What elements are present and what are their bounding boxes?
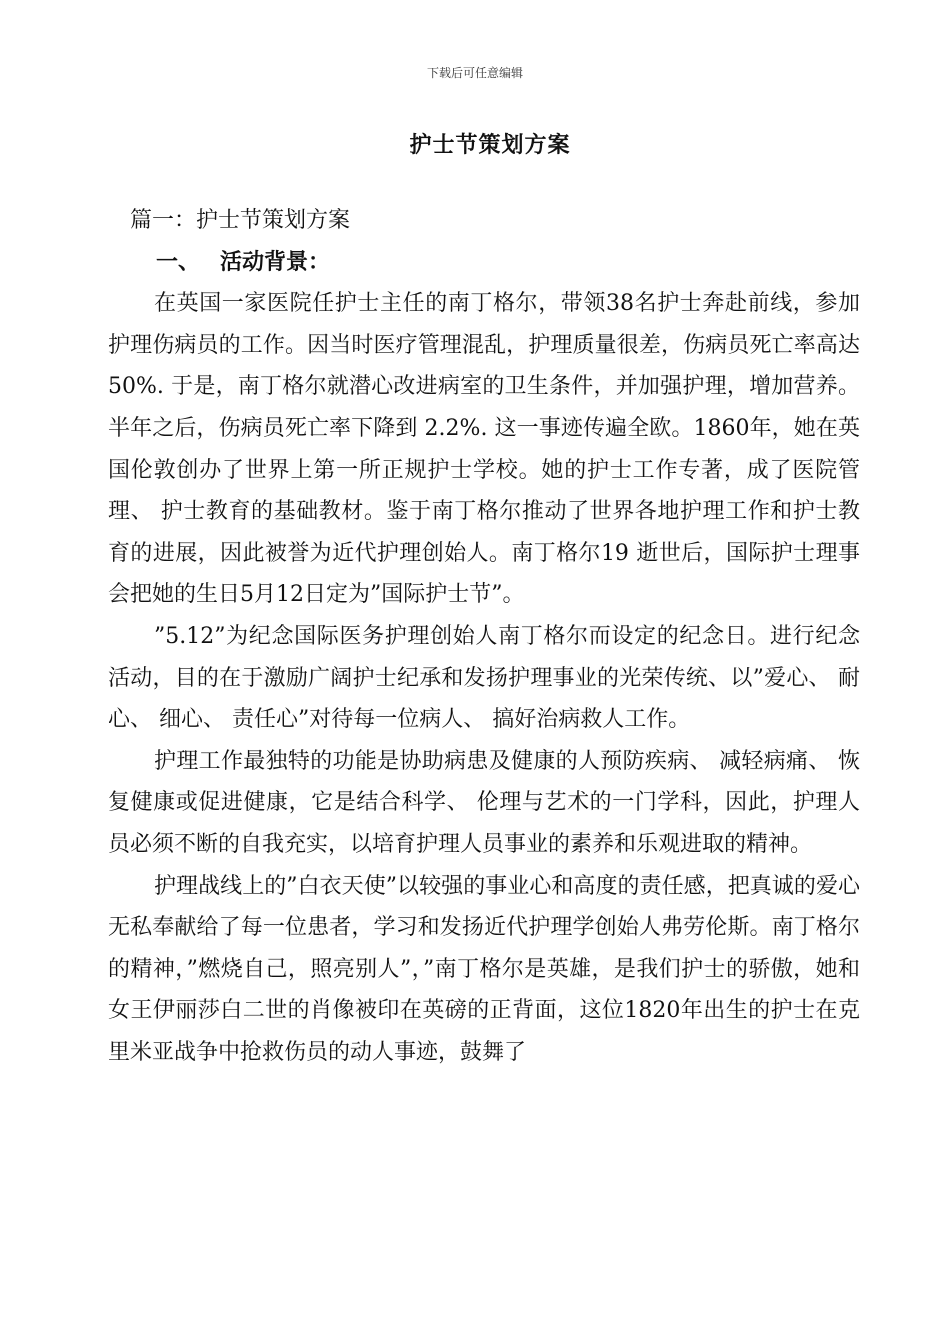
- document-body: [108, 200, 860, 1073]
- paragraph: 在英国一家医院任护士主任的南丁格尔，带领38名护士奔赴前线，参加护理伤病员的工作。因当时医疗管理混乱，护理质量很差，伤病员死亡率高达50%. 于是，南丁格尔就潜心改进病室的卫生条件，并加强护理，增加营养。半年之后，伤病员死亡率下降到 2.2%. 这一事迹传遍全欧。1860年，她在英国伦敦创办了世界上第一所正规护士学校。她的护士工作专著，成了医院管理、 护士教育的基础教材。鉴于南丁格尔推动了世界各地护理工作和护士教育的进展，因此被誉为近代护理创始人。南丁格尔19 逝世后，国际护士理事会把她的生日5月12日定为”国际护士节”。: [108, 291, 860, 608]
- header-note: 下载后可任意编辑: [426, 66, 523, 80]
- section-heading: [108, 242, 860, 284]
- document-title: 护士节策划方案: [409, 132, 571, 158]
- section-label: 活动背景：: [220, 248, 331, 275]
- section-number: 一、: [156, 248, 201, 275]
- paragraph: 护理战线上的”白衣天使”以较强的事业心和高度的责任感，把真诚的爱心无私奉献给了每一位患者，学习和发扬近代护理学创始人弗劳伦斯。南丁格尔的精神，”燃烧自己，照亮别人”，”南丁格尔是英雄，是我们护士的骄傲，她和女王伊丽莎白二世的肖像被印在英磅的正背面，这位1820年出生的护士在克里米亚战争中抢救伤员的动人事迹，鼓舞了: [108, 873, 860, 1065]
- paragraph: 护理工作最独特的功能是协助病患及健康的人预防疾病、 减轻病痛、 恢复健康或促进健康，它是结合科学、 伦理与艺术的一门学科，因此，护理人员必须不断的自我充实，以培育护理人员事业的素养和乐观进取的精神。: [108, 748, 860, 857]
- part-heading: 篇一：护士节策划方案: [130, 208, 351, 233]
- paragraph: ”5.12”为纪念国际医务护理创始人南丁格尔而设定的纪念日。进行纪念活动，目的在于激励广阔护士纪承和发扬护理事业的光荣传统、以”爱心、 耐心、 细心、 责任心”对待每一位病人、 搞好治病救人工作。: [108, 623, 860, 733]
